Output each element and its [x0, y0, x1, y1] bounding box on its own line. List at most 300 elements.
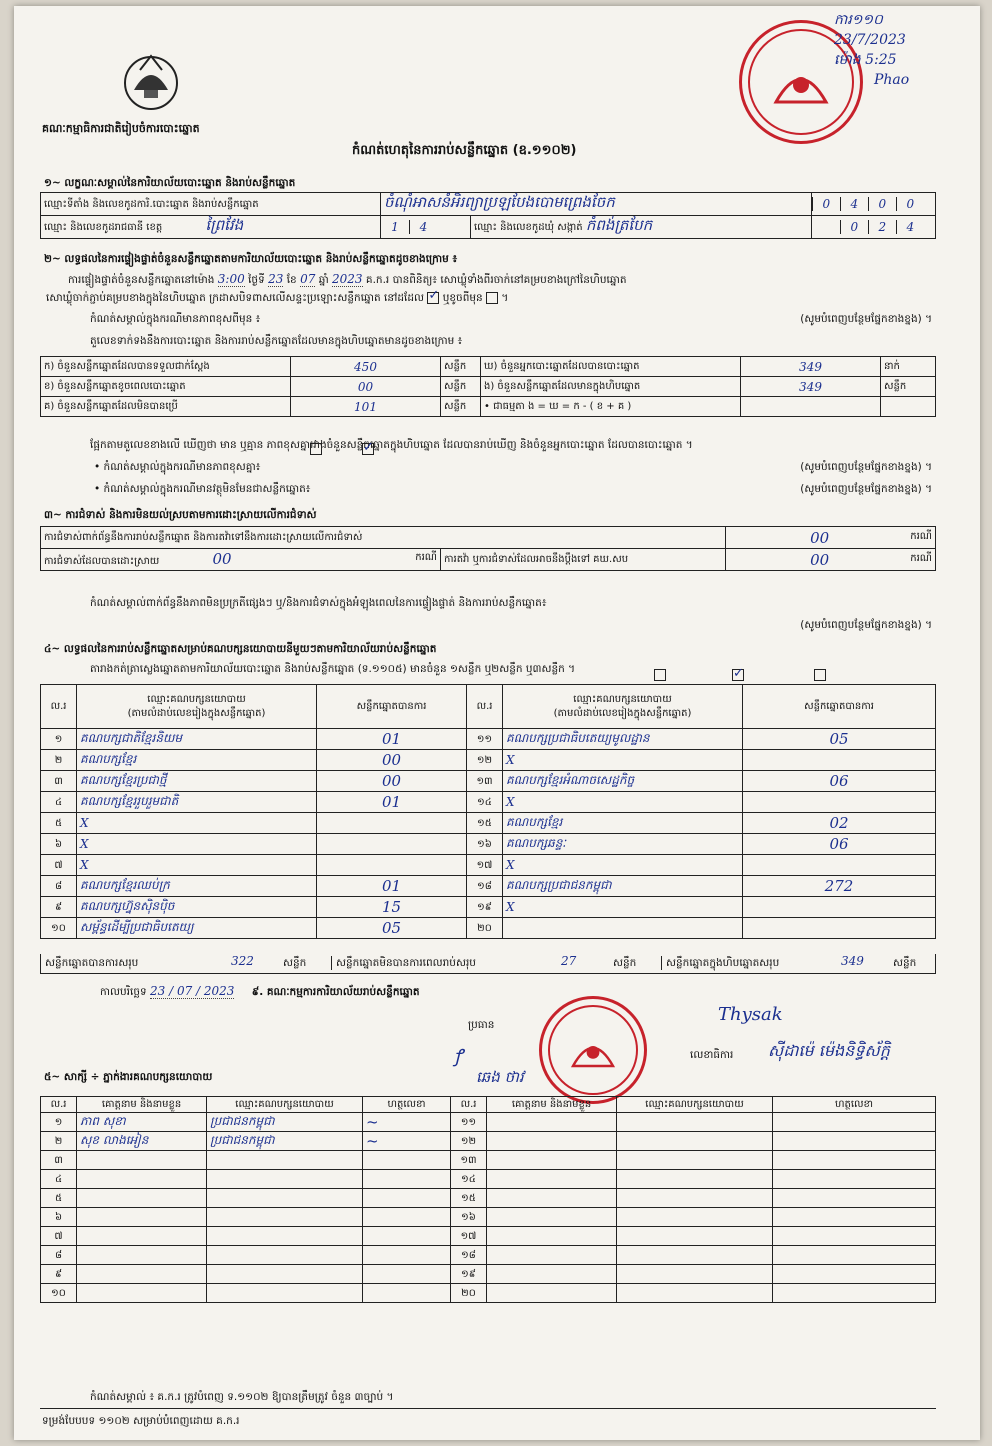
- result-no: [467, 792, 503, 813]
- witness-empty-cell: [487, 1246, 617, 1265]
- total-valid-value: 322: [231, 954, 254, 968]
- witness-empty-cell: [773, 1208, 936, 1227]
- result-no: [41, 876, 77, 897]
- witness-empty-cell: [773, 1227, 936, 1246]
- witness-empty-cell: [487, 1227, 617, 1246]
- result-no-text: ១១: [476, 733, 493, 745]
- witness-sign: [363, 1151, 451, 1170]
- result-no: [467, 813, 503, 834]
- count-value-2-text: 349: [799, 359, 822, 374]
- result-row: [41, 771, 936, 792]
- count-unit: [441, 377, 481, 397]
- witness-row: [41, 1189, 936, 1208]
- result-votes: [743, 855, 936, 876]
- result-no: [41, 750, 77, 771]
- witness-empty-cell: [487, 1189, 617, 1208]
- witness-sign: [363, 1284, 451, 1303]
- code-digit: 0: [840, 220, 868, 234]
- sheet-1-checkbox[interactable]: [654, 664, 666, 683]
- count-row: [41, 357, 936, 377]
- witness-no-text: ៩: [54, 1268, 63, 1280]
- witness-sign: [363, 1170, 451, 1189]
- note-diff: [94, 460, 936, 474]
- note1-label: កំណត់សម្គាល់ក្នុងករណីមានភាពខុសពីមុន ៖: [90, 313, 261, 325]
- form-footer: ទម្រង់បែបបទ ១១០២ សម្រាប់បំពេញដោយ គ.ក.រ: [42, 1415, 240, 1427]
- result-party: [77, 897, 317, 918]
- witness-sign: [363, 1246, 451, 1265]
- result-party-text: គណបក្សខ្មែរឈប់ក្រ: [80, 878, 170, 892]
- result-votes-text: 01: [381, 730, 402, 748]
- result-votes: [317, 813, 467, 834]
- count-label-text: គ) ចំនួនសន្លឹកឆ្នោតដែលមិនបានប្រើ: [44, 401, 178, 412]
- objection-label: ការជំទាស់ពាក់ព័ន្ធនឹងការរាប់សន្លឹកឆ្នោត និងការតវ៉ាទៅនឹងការដោះស្រាយលើការជំទាស់: [41, 527, 726, 549]
- result-no-text: ១០: [51, 922, 66, 934]
- witness-no: ១៥: [451, 1189, 487, 1208]
- result-party-text: X: [506, 900, 515, 914]
- received-note-line: ការ១១០: [834, 12, 883, 28]
- changed-label: ឬខូចពីមុន: [442, 292, 483, 304]
- result-no: [41, 918, 77, 939]
- col-votes: សន្លឹកឆ្នោតបានការ: [743, 685, 936, 729]
- witness-sign: [363, 1132, 451, 1151]
- commune-code: [811, 216, 935, 239]
- witness-no: [41, 1170, 77, 1189]
- verify-time-value: 3:00: [217, 272, 245, 286]
- results-table: [40, 684, 936, 939]
- col-party-sub: (តាមលំដាប់លេខរៀងក្នុងសន្លឹកឆ្នោត): [127, 707, 266, 719]
- witness-no-text: ៦: [54, 1211, 63, 1223]
- date-label: កាលបរិច្ឆេទ: [100, 986, 147, 998]
- witness-no: ១៦: [451, 1208, 487, 1227]
- count-unit-text: សន្លឹក: [444, 381, 467, 392]
- result-no-text: ១៥: [477, 817, 492, 829]
- unit: សន្លឹក: [613, 957, 637, 969]
- count-label-2: [481, 357, 741, 377]
- count-unit-text: សន្លឹក: [444, 361, 467, 372]
- count-label-2-text: ឃ) ចំនួនអ្នកបោះឆ្នោតដែលបានបោះឆ្នោត: [484, 361, 640, 372]
- commune-label: ឈ្មោះ និងលេខកូដឃុំ សង្កាត់: [474, 222, 583, 233]
- result-votes: [743, 813, 936, 834]
- witness-table: [40, 1096, 936, 1303]
- witness-sign: [363, 1113, 451, 1132]
- witness-empty-cell: [773, 1132, 936, 1151]
- appeal-label: ការតវ៉ា ឬការជំទាស់ដែលអាចនឹងប្តឹងទៅ គឃ.សប: [441, 549, 726, 571]
- total-box-label: សន្លឹកឆ្នោតក្នុងហិបឆ្នោតសរុប: [661, 956, 779, 970]
- witness-name: [77, 1208, 207, 1227]
- result-votes: [317, 918, 467, 939]
- diff-line: [90, 438, 693, 452]
- witness-no: [41, 1246, 77, 1265]
- unit: ករណី: [910, 530, 932, 542]
- result-party: [77, 855, 317, 876]
- col-party: [503, 685, 743, 729]
- result-row: [41, 918, 936, 939]
- day-value: 23: [268, 272, 284, 286]
- result-party-text: គណបក្សឆន្ទៈ: [506, 836, 566, 850]
- count-value-text: 101: [354, 399, 377, 414]
- witness-no: [41, 1151, 77, 1170]
- result-no-text: ៥: [54, 817, 63, 829]
- result-votes-text: 00: [381, 751, 402, 769]
- received-note-line: Phao: [874, 72, 910, 88]
- witness-party: [207, 1227, 363, 1246]
- witness-no: ១៧: [451, 1227, 487, 1246]
- col-name: គោត្តនាម និងនាមខ្លួន: [77, 1097, 207, 1113]
- count-unit-2: [881, 357, 936, 377]
- count-value-2-text: 349: [799, 379, 822, 394]
- result-no: [41, 897, 77, 918]
- result-party-text: X: [80, 816, 89, 830]
- result-no-text: ៤: [54, 796, 63, 808]
- official-stamp-committee: [539, 996, 647, 1104]
- result-votes: [743, 750, 936, 771]
- committee-label: ៩. គណៈកម្មការការិយាល័យរាប់សន្លឹកឆ្នោត: [251, 986, 420, 998]
- witness-sign: [363, 1189, 451, 1208]
- counts-intro: តួលេខទាក់ទងនឹងការបោះឆ្នោត និងការរាប់សន្លឹកឆ្នោតដែលមានក្នុងហិបឆ្នោតមានដូចខាងក្រោម ៖: [90, 335, 463, 347]
- irregularity-note: កំណត់សម្គាល់ពាក់ព័ន្ធនឹងភាពមិនប្រក្រតីផ្សេងៗ ឬ/និងការជំទាស់ក្នុងអំឡុងពេលនៃការផ្ទៀងផ្ទាត់ និងការរាប់សន្លឹកឆ្នោត៖: [90, 597, 547, 609]
- result-party-text: គណបក្សជាតិខ្មែរនិយម: [80, 731, 183, 745]
- footer-divider: [40, 1408, 936, 1409]
- witness-empty-cell: [773, 1284, 936, 1303]
- count-label-2-text: ង) ចំនួនសន្លឹកឆ្នោតដែលមានក្នុងហិបឆ្នោត: [484, 381, 641, 392]
- witness-empty-cell: [773, 1170, 936, 1189]
- chair-label: ប្រធាន: [468, 1019, 495, 1031]
- witness-no: ១១: [451, 1113, 487, 1132]
- fill-note: (សូមបំពេញបន្ថែមផ្នែកខាងខ្នង) ។: [800, 461, 932, 473]
- result-party: [503, 729, 743, 750]
- witness-no-text: ១០: [51, 1287, 66, 1299]
- result-party: [503, 876, 743, 897]
- result-votes-text: 05: [381, 919, 402, 937]
- witness-empty-cell: [487, 1151, 617, 1170]
- witness-empty-cell: [773, 1246, 936, 1265]
- counts-table: [40, 356, 936, 417]
- result-no: [467, 729, 503, 750]
- result-no: [467, 855, 503, 876]
- witness-name: [77, 1170, 207, 1189]
- chair-signature: ꝭ: [454, 1046, 463, 1067]
- witness-party: [207, 1208, 363, 1227]
- witness-party: [207, 1170, 363, 1189]
- changed-checkbox[interactable]: [486, 292, 498, 304]
- result-votes-text: 06: [829, 772, 849, 790]
- objection-value-cell: [726, 527, 936, 549]
- col-no: ល.រ: [41, 1097, 77, 1113]
- witness-no-text: ៨: [54, 1249, 63, 1261]
- count-value-text: 450: [354, 359, 377, 374]
- col-no: ល.រ: [451, 1097, 487, 1113]
- col-no: ល.រ: [467, 685, 503, 729]
- station-name: [381, 193, 812, 216]
- witness-empty-cell: [617, 1132, 773, 1151]
- result-votes: [317, 834, 467, 855]
- note2-label: • កំណត់សម្គាល់ក្នុងករណីមានភាពខុសគ្នា៖: [94, 461, 261, 473]
- witness-row: [41, 1132, 936, 1151]
- note-foreign: [94, 482, 936, 496]
- sheet-count-line: [90, 662, 575, 676]
- result-no-text: ១៤: [477, 796, 492, 808]
- witness-row: [41, 1208, 936, 1227]
- witness-name-text: ភាព សុខា: [80, 1114, 126, 1128]
- unit: សន្លឹក: [283, 957, 307, 969]
- count-value-2: [741, 357, 881, 377]
- result-no: [41, 855, 77, 876]
- unit: ករណី: [910, 552, 932, 564]
- result-no-text: ២: [54, 754, 63, 766]
- section1-table: [40, 192, 936, 239]
- witness-party: [207, 1113, 363, 1132]
- result-no: [467, 876, 503, 897]
- witness-no-text: ៤: [54, 1173, 63, 1185]
- result-no: [41, 834, 77, 855]
- result-party: [503, 897, 743, 918]
- count-label: [41, 377, 291, 397]
- total-valid-label: សន្លឹកឆ្នោតបានការសរុប: [45, 957, 139, 969]
- year-label: ឆ្នាំ: [318, 274, 329, 286]
- col-party-title: ឈ្មោះគណបក្សនយោបាយ: [573, 693, 672, 705]
- result-votes: [743, 729, 936, 750]
- result-no-text: ១: [54, 733, 63, 745]
- result-party-text: គណបក្សខ្មែរប្រជាថ្មី: [80, 773, 167, 787]
- nec-logo-icon: [120, 50, 182, 112]
- result-votes: [317, 897, 467, 918]
- date-line: [100, 984, 420, 999]
- result-no-text: ១៧: [476, 859, 493, 871]
- result-no-text: ៧: [54, 859, 63, 871]
- result-party-text: X: [80, 837, 89, 851]
- fill-note: (សូមបំពេញបន្ថែមផ្នែកខាងខ្នង) ។: [800, 619, 932, 631]
- result-party: [503, 834, 743, 855]
- result-votes: [743, 918, 936, 939]
- result-party-text: គណបក្សប្រជាជនកម្ពុជា: [506, 878, 612, 892]
- has-diff-checkbox[interactable]: [310, 438, 322, 457]
- col-no: ល.រ: [41, 685, 77, 729]
- witness-no: ១៨: [451, 1246, 487, 1265]
- col-party: ឈ្មោះគណបក្សនយោបាយ: [207, 1097, 363, 1113]
- witness-no: [41, 1132, 77, 1151]
- count-label-text: ក) ចំនួនសន្លឹកឆ្នោតដែលបានទទួលជាក់ស្តែង: [44, 361, 210, 372]
- commune-value: កំពង់ត្របែក: [585, 216, 653, 234]
- result-votes-text: 272: [824, 877, 854, 895]
- result-row: [41, 792, 936, 813]
- appeal-value-cell: [726, 549, 936, 571]
- col-name: គោត្តនាម និងនាមខ្លួន: [487, 1097, 617, 1113]
- form-title: កំណត់ហេតុនៃការរាប់សន្លឹកឆ្នោត (ឧ.១១០២): [352, 143, 577, 158]
- witness-empty-cell: [487, 1208, 617, 1227]
- witness-party: [207, 1132, 363, 1151]
- count-unit-2-text: សន្លឹក: [884, 381, 907, 392]
- witness-empty-cell: [487, 1113, 617, 1132]
- check-text-b: សោឃ្លុំចាក់ភ្ជាប់គម្របខាងក្នុងនៃហិបឆ្នោត ក្រដាសបិទពាសលើសន្ទះប្រឡោះសន្លឹកឆ្នោត នៅដដែល: [46, 292, 425, 304]
- station-value: ចំណុំអាសនំអិរព្យាប្រឡបែងបោមព្រេងចែក: [384, 193, 615, 211]
- witness-name: [77, 1132, 207, 1151]
- resolved-cell: [41, 549, 441, 571]
- check-text-a: គ.ក.រ បានពិនិត្យ៖ សោឃ្លុំទាំងពីរចាក់នៅគម្របខាងក្រៅនៃហិបឆ្នោត: [365, 274, 627, 286]
- result-no: [467, 918, 503, 939]
- code-digit: 2: [868, 220, 896, 234]
- objections-table: [40, 526, 936, 571]
- witness-row: [41, 1284, 936, 1303]
- witness-no: ១៣: [451, 1151, 487, 1170]
- witness-name: [77, 1189, 207, 1208]
- fill-note: (សូមបំពេញបន្ថែមផ្នែកខាងខ្នង) ។: [800, 313, 932, 325]
- result-no-text: ២០: [477, 922, 492, 934]
- code-digit: 0: [896, 197, 924, 211]
- col-party-title: ឈ្មោះគណបក្សនយោបាយ: [147, 693, 246, 705]
- result-no: [467, 771, 503, 792]
- result-party-text: គណបក្សប្រជាធិបតេយ្យមូលដ្ឋាន: [506, 731, 650, 745]
- witness-empty-cell: [617, 1170, 773, 1189]
- witness-empty-cell: [487, 1284, 617, 1303]
- count-value: [291, 357, 441, 377]
- date-value: 23 / 07 / 2023: [150, 984, 235, 998]
- result-party-text: X: [506, 858, 515, 872]
- sheet-2-checkbox[interactable]: [732, 664, 744, 683]
- witness-row: [41, 1227, 936, 1246]
- witness-no: [41, 1113, 77, 1132]
- code-digit: 0: [812, 197, 840, 211]
- count-value-2: [741, 397, 881, 417]
- province-label: [41, 216, 381, 239]
- verify-time-line: [68, 272, 627, 287]
- appeal-value: 00: [810, 550, 830, 569]
- witness-party: [207, 1246, 363, 1265]
- result-no-text: ១៣: [476, 775, 493, 787]
- result-votes-text: 01: [381, 877, 402, 895]
- result-no: [41, 813, 77, 834]
- month-value: 07: [300, 272, 316, 286]
- count-unit-2-text: នាក់: [884, 361, 900, 372]
- witness-no: [41, 1189, 77, 1208]
- result-party: [77, 792, 317, 813]
- result-votes: [317, 792, 467, 813]
- result-no: [467, 897, 503, 918]
- result-votes: [743, 792, 936, 813]
- count-value: [291, 397, 441, 417]
- witness-empty-cell: [773, 1265, 936, 1284]
- result-party: [503, 750, 743, 771]
- witness-empty-cell: [487, 1132, 617, 1151]
- witness-empty-cell: [617, 1151, 773, 1170]
- result-no: [41, 792, 77, 813]
- result-party: [77, 813, 317, 834]
- witness-note: កំណត់សម្គាល់ ៖ គ.ក.រ ត្រូវបំពេញ ទ.១១០២ ឱ្យបានត្រឹមត្រូវ ចំនួន ៣ច្បាប់ ។: [90, 1391, 394, 1403]
- result-votes: [317, 771, 467, 792]
- result-party-text: គណបក្សខ្មែរ: [506, 815, 563, 829]
- result-votes: [743, 897, 936, 918]
- code-digit: 0: [868, 197, 896, 211]
- witness-no: ១៤: [451, 1170, 487, 1189]
- count-value: [291, 377, 441, 397]
- witness-no: ២០: [451, 1284, 487, 1303]
- witness-empty-cell: [617, 1189, 773, 1208]
- count-label-text: ខ) ចំនួនសន្លឹកឆ្នោតខូចពេលបោះឆ្នោត: [44, 381, 186, 392]
- result-votes-text: 02: [829, 814, 849, 832]
- code-digit: 4: [896, 220, 924, 234]
- result-party: [77, 771, 317, 792]
- result-party: [77, 729, 317, 750]
- section5-heading: ៥~ សាក្សី ÷ ភ្នាក់ងារគណបក្សនយោបាយ: [44, 1071, 213, 1083]
- count-label-2-text: • ជាធម្មតា ង = ឃ = ក - ( ខ + គ ): [484, 401, 632, 412]
- witness-name: [77, 1113, 207, 1132]
- received-note-line: ម៉ោង 5:25: [834, 52, 897, 68]
- seal-line: សោឃ្លុំចាក់ភ្ជាប់គម្របខាងក្នុងនៃហិបឆ្នោត ក្រដាសបិទពាសលើសន្ទះប្រឡោះសន្លឹកឆ្នោត នៅដដែល ✓ ឬខូចពីមុន ។: [46, 291, 508, 305]
- no-diff-checkbox[interactable]: [362, 438, 374, 457]
- witness-no: ១៩: [451, 1265, 487, 1284]
- received-note-line: 23/7/2023: [834, 32, 906, 48]
- result-party: [77, 834, 317, 855]
- result-no: [41, 771, 77, 792]
- result-no-text: ១៦: [477, 838, 492, 850]
- count-label-2: [481, 397, 741, 417]
- section2-heading: ២~ លទ្ធផលនៃការផ្ទៀងផ្ទាត់ចំនួនសន្លឹកឆ្នោតតាមការិយាល័យបោះឆ្នោត និងរាប់សន្លឹកឆ្នោតដូចខាងក្រោម ៖: [44, 253, 458, 265]
- witness-name-text: សុខ លាងអៀន: [80, 1133, 149, 1147]
- result-party: [77, 750, 317, 771]
- witness-no: [41, 1265, 77, 1284]
- result-party-text: គណបក្សខ្មែរអំណាចសេដ្ឋកិច្ច: [506, 773, 635, 787]
- result-votes: [743, 876, 936, 897]
- witness-sign: [363, 1227, 451, 1246]
- result-party: [503, 813, 743, 834]
- witness-empty-cell: [487, 1265, 617, 1284]
- sheet-3-checkbox[interactable]: [814, 664, 826, 683]
- code-digit: 1: [391, 220, 399, 234]
- unit: សន្លឹក: [893, 957, 917, 969]
- witness-name: [77, 1246, 207, 1265]
- station-label: ឈ្មោះទីតាំង និងលេខកូដការិ.បោះឆ្នោត និងរាប់សន្លឹកឆ្នោត: [41, 193, 381, 216]
- result-votes: [317, 729, 467, 750]
- result-party-text: X: [506, 753, 515, 767]
- col-sign: ហត្ថលេខា: [773, 1097, 936, 1113]
- unit: ករណី: [415, 552, 437, 563]
- unchanged-checkbox[interactable]: [427, 292, 439, 304]
- province-value: ព្រៃវែង: [205, 216, 244, 234]
- result-votes: [317, 750, 467, 771]
- result-party-text: X: [506, 795, 515, 809]
- result-no: [41, 729, 77, 750]
- secretary-label: លេខាធិការ: [690, 1049, 734, 1061]
- note3-label: • កំណត់សម្គាល់ក្នុងករណីមានវត្ថុមិនមែនជាសន្លឹកឆ្នោត៖: [94, 483, 311, 495]
- commune-cell: [471, 216, 812, 239]
- result-votes-text: 00: [381, 772, 402, 790]
- witness-name: [77, 1265, 207, 1284]
- witness-no-text: ១: [54, 1116, 63, 1128]
- verify-time-label: ការផ្ទៀងផ្ទាត់ចំនួនសន្លឹកឆ្នោតនៅម៉ោង: [68, 274, 215, 286]
- result-no: [467, 750, 503, 771]
- result-votes-text: 05: [829, 730, 849, 748]
- total-invalid-value: 27: [561, 954, 577, 968]
- section1-heading: ១~ លក្ខណៈសម្គាល់នៃការិយាល័យបោះឆ្នោត និងរាប់សន្លឹកឆ្នោត: [44, 177, 296, 189]
- witness-name: [77, 1227, 207, 1246]
- witness-no-text: ៣: [54, 1154, 63, 1166]
- diff-line-text: ផ្អែកតាមតួលេខខាងលើ ឃើញថា មាន ឬគ្មាន ភាពខុសគ្នារវាងចំនួនសន្លឹកឆ្នោតក្នុងហិបឆ្នោត ដែលបានរាប់ឃើញ និងចំនួនអ្នកបោះឆ្នោត ដែលបានបោះឆ្នោត ។: [90, 439, 693, 451]
- witness-no-text: ២: [54, 1135, 63, 1147]
- result-party: [503, 792, 743, 813]
- year-value: 2023: [332, 272, 363, 286]
- witness-name: [77, 1151, 207, 1170]
- result-party: [503, 771, 743, 792]
- result-votes-text: 06: [829, 835, 849, 853]
- count-row: [41, 397, 936, 417]
- col-party: [77, 685, 317, 729]
- witness-party: [207, 1151, 363, 1170]
- count-label: [41, 357, 291, 377]
- result-no-text: ១៩: [477, 901, 492, 913]
- witness-sign-text: ~: [366, 1132, 379, 1150]
- witness-empty-cell: [773, 1151, 936, 1170]
- count-unit-text: សន្លឹក: [444, 401, 467, 412]
- result-row: [41, 855, 936, 876]
